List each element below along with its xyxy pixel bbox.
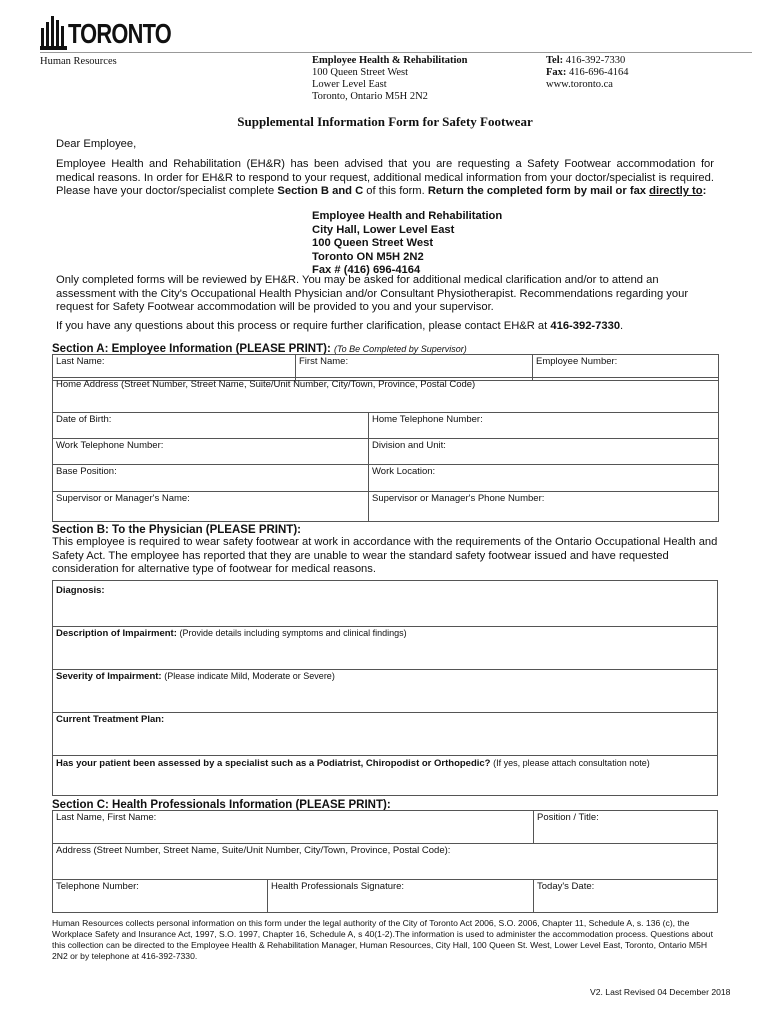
section-c-table — [52, 810, 718, 913]
impairment-label: Description of Impairment: — [56, 628, 177, 639]
fax-value: 416-696-4164 — [569, 67, 629, 78]
supervisor-phone-label: Supervisor or Manager's Phone Number: — [372, 493, 545, 504]
hp-address-field[interactable] — [53, 844, 718, 880]
section-b-title: Section B: To the Physician (PLEASE PRINT): — [52, 524, 301, 536]
base-position-label: Base Position: — [56, 466, 117, 477]
intro-paragraph-1 — [56, 158, 714, 199]
contact-phone: 416-392-7330 — [550, 320, 621, 332]
website[interactable]: www.toronto.ca — [546, 79, 613, 90]
section-b-intro: This employee is required to wear safety footwear at work in accordance with the requirements of the Ontario Occupational Health and Safety Act. The employee has reported that they are unable to wear the standard safety footwear issued and have requested consideration for alternative type of footwear for medical reasons. — [52, 536, 718, 575]
specialist-note: (If yes, please attach consultation note) — [493, 758, 650, 768]
hp-name-field[interactable] — [53, 811, 534, 844]
revision-label: V2. Last Revised 04 December 2018 — [590, 987, 731, 997]
impairment-field[interactable] — [53, 627, 718, 670]
hp-phone-label: Telephone Number: — [56, 881, 139, 892]
treatment-field[interactable] — [53, 713, 718, 756]
severity-note: (Please indicate Mild, Moderate or Severe) — [164, 671, 335, 681]
dob-field[interactable] — [53, 413, 369, 439]
division-label: Division and Unit: — [372, 440, 446, 451]
severity-label: Severity of Impairment: — [56, 671, 162, 682]
address-line3: Toronto, Ontario M5H 2N2 — [312, 91, 428, 102]
section-a-note: (To Be Completed by Supervisor) — [334, 344, 467, 354]
salutation: Dear Employee, — [56, 138, 137, 150]
privacy-notice: Human Resources collects personal information on this form under the legal authority of the City of Toronto Act 2006, S.O. 2006, Chapter 11, Schedule A, s. 136 (c), the Workplace Safety and Insurance Act, 1997, S.O. 1997, Chapter 16, Schedule A, s 40(1-2).The information is used to administer the accommodation process. Questions about this collection can be directed to the Employee Health & Rehabilitation Manager, Human Resources, City Hall, 100 Queen St. West, Lower Level East, Toronto, Ontario M5H 2N2 or by telephone at 416-392-7330. — [52, 918, 713, 961]
mailing-address — [312, 210, 502, 278]
supervisor-name-label: Supervisor or Manager's Name: — [56, 493, 190, 504]
mail-line: City Hall, Lower Level East — [312, 223, 455, 236]
section-a-heading: Section A: Employee Information (PLEASE PRINT): — [52, 343, 331, 355]
work-phone-field[interactable] — [53, 439, 369, 465]
para3-text: If you have any questions about this process or require further clarification, please contact EH&R at — [56, 320, 551, 332]
department-label: Human Resources — [40, 56, 117, 67]
specialist-label: Has your patient been assessed by a specialist such as a Podiatrist, Chiropodist or Orthopedic? — [56, 758, 491, 769]
impairment-note: (Provide details including symptoms and clinical findings) — [179, 628, 407, 638]
home-address-field[interactable] — [53, 378, 719, 413]
hp-signature-label: Health Professionals Signature: — [271, 881, 405, 892]
hp-date-field[interactable] — [534, 880, 718, 913]
work-location-label: Work Location: — [372, 466, 436, 477]
section-b-table — [52, 580, 718, 796]
fax-label: Fax: — [546, 67, 567, 78]
para1-colon: : — [702, 185, 707, 197]
severity-field[interactable] — [53, 670, 718, 713]
tel-label: Tel: — [546, 55, 564, 66]
home-address-label: Home Address (Street Number, Street Name, Suite/Unit Number, City/Town, Province, Postal Code) — [56, 379, 476, 390]
hp-signature-field[interactable] — [268, 880, 534, 913]
supervisor-phone-field[interactable] — [369, 492, 719, 522]
address-line2: Lower Level East — [312, 79, 387, 90]
treatment-label: Current Treatment Plan: — [56, 714, 165, 725]
form-title: Supplemental Information Form for Safety Footwear — [237, 114, 533, 129]
para1-directly: directly to — [649, 185, 703, 197]
specialist-field[interactable] — [53, 756, 718, 796]
header-divider — [40, 52, 752, 53]
base-position-field[interactable] — [53, 465, 369, 492]
home-phone-field[interactable] — [369, 413, 719, 439]
diagnosis-field[interactable] — [53, 581, 718, 627]
section-c-title: Section C: Health Professionals Information (PLEASE PRINT): — [52, 799, 391, 811]
para1-sections: Section B and C — [277, 185, 364, 197]
tel-value: 416-392-7330 — [565, 55, 626, 66]
intro-paragraph-2: Only completed forms will be reviewed by EH&R. You may be asked for additional medical clarification and/or to attend an assessment with the City's Occupational Health Physician and/or Consultant Physiotherapist. Recommendations regarding your request for Safety Footwear accommodation will be provided to you and your supervisor. — [56, 274, 689, 313]
hp-address-label: Address (Street Number, Street Name, Suite/Unit Number, City/Town, Province, Postal Code): — [56, 845, 451, 856]
dob-label: Date of Birth: — [56, 414, 112, 425]
diagnosis-label: Diagnosis: — [56, 585, 105, 596]
address-title: Employee Health & Rehabilitation — [312, 55, 468, 66]
mail-line: Fax # (416) 696-4164 — [312, 264, 421, 276]
hp-date-label: Today's Date: — [537, 881, 595, 892]
mail-line: Toronto ON M5H 2N2 — [312, 250, 424, 263]
hp-position-field[interactable] — [534, 811, 718, 844]
home-phone-label: Home Telephone Number: — [372, 414, 483, 425]
employee-number-label: Employee Number: — [536, 356, 618, 367]
work-location-field[interactable] — [369, 465, 719, 492]
last-name-label: Last Name: — [56, 356, 105, 367]
para3-end: . — [620, 320, 624, 332]
division-field[interactable] — [369, 439, 719, 465]
first-name-label: First Name: — [299, 356, 349, 367]
para1-text: Employee Health and Rehabilitation (EH&R) has been advised that you are requesting a Safety Footwear accommodation for medical reasons. In order for EH&R to respond to your request, additional medical information from your doctor/specialist is required. Please have your doctor/specialist complete — [56, 158, 714, 197]
mail-line: Employee Health and Rehabilitation — [312, 210, 503, 222]
city-hall-icon — [40, 16, 70, 50]
intro-paragraph-3 — [56, 320, 736, 334]
header-contact — [546, 55, 629, 91]
mail-line: 100 Queen Street West — [312, 237, 434, 249]
supervisor-name-field[interactable] — [53, 492, 369, 522]
header-address — [312, 55, 467, 103]
para1-text-2: of this form. — [363, 185, 428, 197]
hp-name-label: Last Name, First Name: — [56, 812, 157, 823]
section-a-table-2 — [52, 377, 719, 522]
hp-phone-field[interactable] — [53, 880, 268, 913]
logo-text: TORONTO — [68, 18, 171, 49]
para1-return: Return the completed form by mail or fax — [427, 185, 650, 197]
work-phone-label: Work Telephone Number: — [56, 440, 164, 451]
address-line1: 100 Queen Street West — [312, 67, 409, 78]
hp-position-label: Position / Title: — [537, 812, 599, 823]
